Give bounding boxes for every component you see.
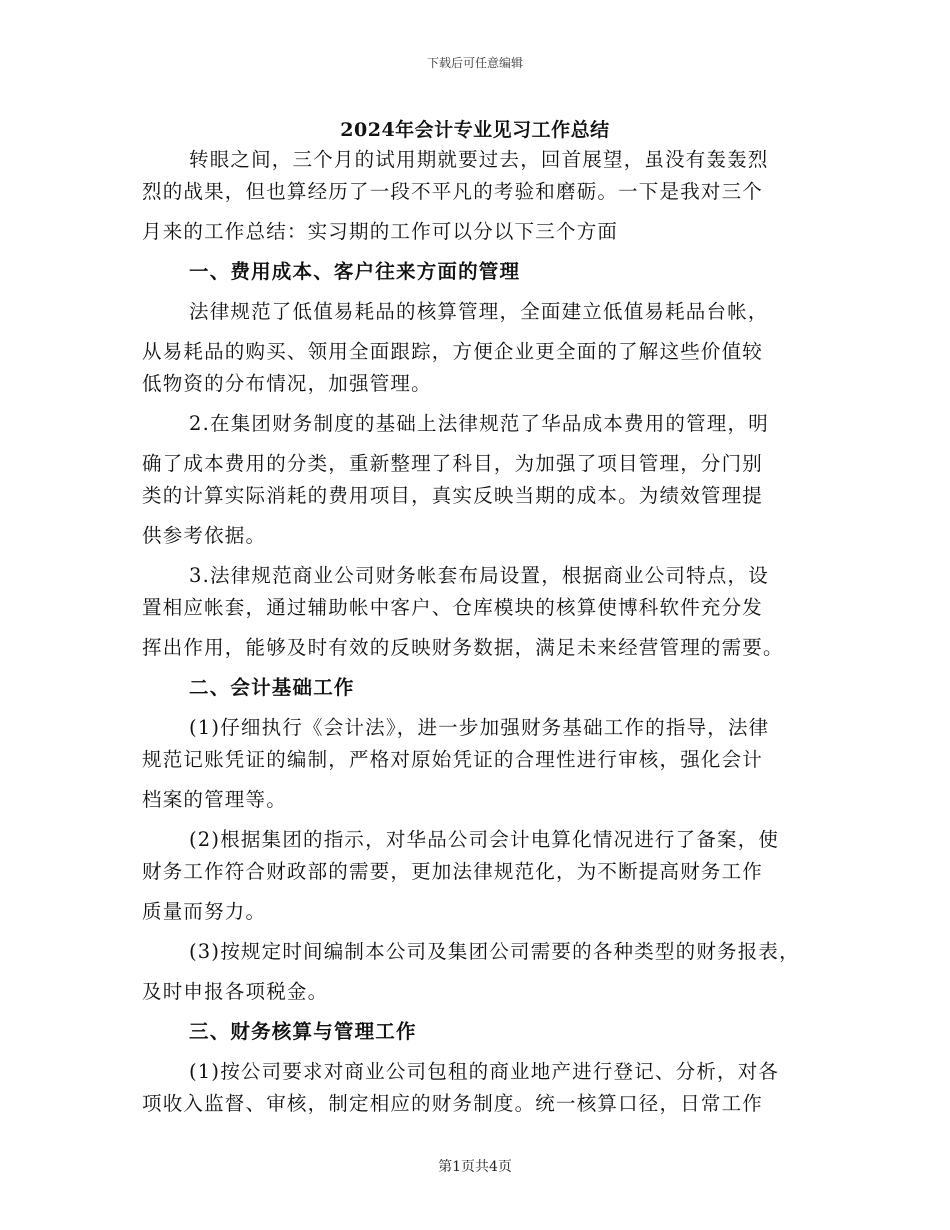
- body-text-line: 置相应帐套，通过辅助帐中客户、仓库模块的核算使博科软件充分发: [142, 596, 764, 619]
- section-heading: 一、费用成本、客户往来方面的管理: [189, 260, 521, 283]
- body-text-line: 财务工作符合财政部的需要，更加法律规范化，为不断提高财务工作: [142, 860, 764, 883]
- body-text-line: 项收入监督、审核，制定相应的财务制度。统一核算口径，日常工作: [142, 1092, 764, 1115]
- body-text-line: 转眼之间，三个月的试用期就要过去，回首展望，虽没有轰轰烈: [189, 148, 769, 171]
- body-text-line: (1)仔细执行《会计法》，进一步加强财务基础工作的指导，法律: [189, 716, 770, 739]
- body-text-line: 类的计算实际消耗的费用项目，真实反映当期的成本。为绩效管理提: [142, 484, 764, 507]
- body-text-line: 低物资的分布情况，加强管理。: [142, 372, 432, 395]
- body-text-line: (1)按公司要求对商业公司包租的商业地产进行登记、分析，对各: [189, 1060, 780, 1083]
- body-text-line: 及时申报各项税金。: [142, 980, 329, 1003]
- body-text-line: 法律规范了低值易耗品的核算管理，全面建立低值易耗品台帐，: [189, 300, 769, 323]
- body-text-line: (2)根据集团的指示，对华品公司会计电算化情况进行了备案，使: [189, 828, 780, 851]
- body-text-line: 规范记账凭证的编制，严格对原始凭证的合理性进行审核，强化会计: [142, 748, 764, 771]
- section-heading: 三、财务核算与管理工作: [189, 1020, 417, 1043]
- section-heading: 二、会计基础工作: [189, 676, 355, 699]
- body-text-line: 确了成本费用的分类，重新整理了科目，为加强了项目管理，分门别: [142, 452, 764, 475]
- page-header: 下载后可任意编辑: [426, 56, 523, 70]
- body-text-line: 挥出作用，能够及时有效的反映财务数据，满足未来经营管理的需要。: [142, 636, 784, 659]
- body-text-line: 月来的工作总结：实习期的工作可以分以下三个方面: [142, 220, 619, 243]
- body-text-line: 2.在集团财务制度的基础上法律规范了华品成本费用的管理，明: [189, 412, 769, 435]
- body-text-line: 烈的战果，但也算经历了一段不平凡的考验和磨砺。一下是我对三个: [142, 180, 764, 203]
- page-footer: 第1页共4页: [438, 1159, 512, 1175]
- document-title: 2024年会计专业见习工作总结: [340, 119, 610, 141]
- body-text-line: 3.法律规范商业公司财务帐套布局设置，根据商业公司特点，设: [189, 564, 769, 587]
- body-text-line: 档案的管理等。: [142, 788, 287, 811]
- body-text-line: (3)按规定时间编制本公司及集团公司需要的各种类型的财务报表，: [189, 940, 800, 963]
- body-text-line: 供参考依据。: [142, 524, 267, 547]
- body-text-line: 质量而努力。: [142, 900, 267, 923]
- body-text-line: 从易耗品的购买、领用全面跟踪，方便企业更全面的了解这些价值较: [142, 340, 764, 363]
